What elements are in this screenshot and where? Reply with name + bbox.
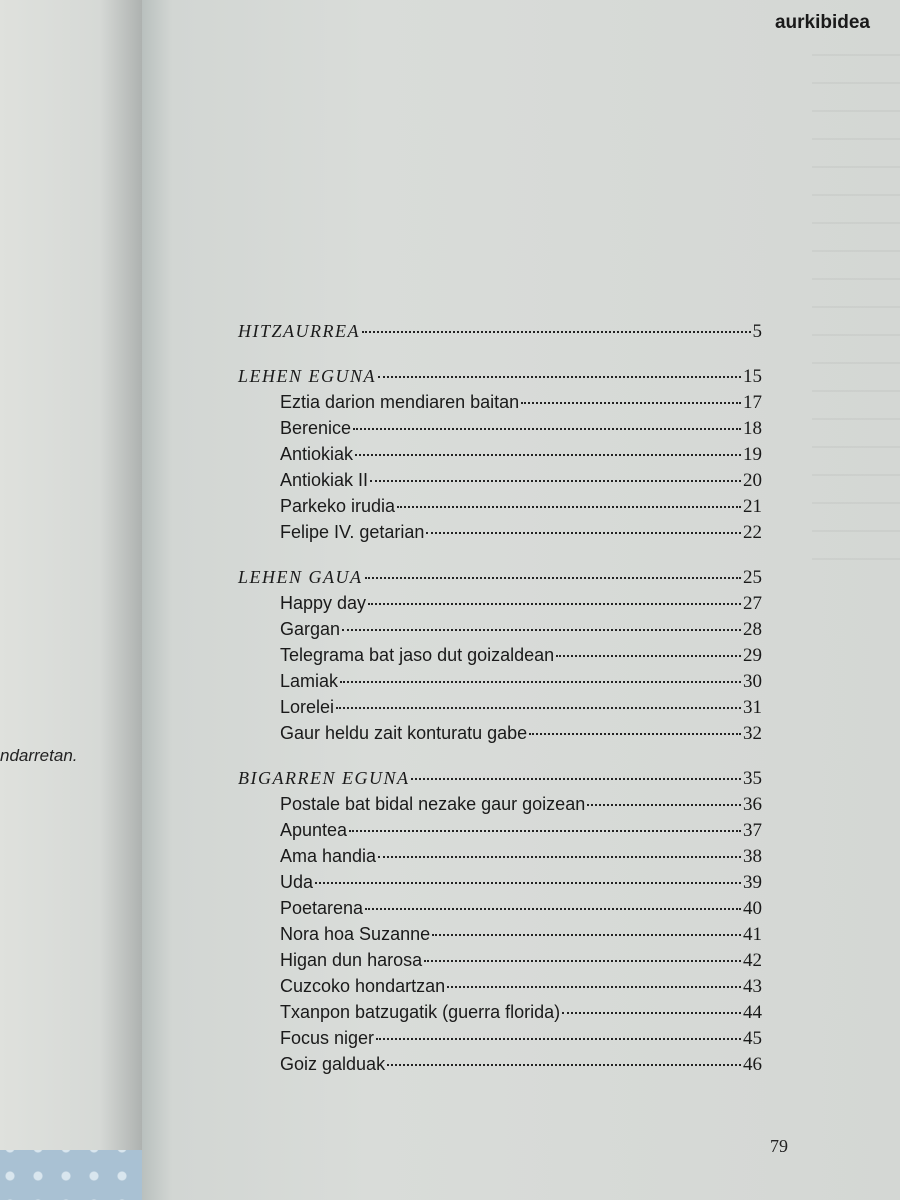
dot-leader xyxy=(315,882,741,884)
dot-leader xyxy=(432,934,741,936)
toc-entry xyxy=(238,1051,762,1077)
dot-leader xyxy=(370,480,741,482)
toc-entry-title: Parkeko irudia xyxy=(280,496,396,516)
dot-leader xyxy=(368,603,741,605)
toc-entry xyxy=(238,493,762,519)
toc-page-number: 27 xyxy=(743,593,762,614)
toc-section xyxy=(238,564,762,746)
toc-page-number: 32 xyxy=(743,723,762,744)
toc-page-number: 46 xyxy=(743,1054,762,1075)
toc-entry xyxy=(238,694,762,720)
toc-entry xyxy=(238,590,762,616)
toc-entry xyxy=(238,817,762,843)
left-facing-page xyxy=(0,0,142,1150)
dot-leader xyxy=(529,733,741,735)
toc-section-title: LEHEN EGUNA xyxy=(238,366,376,386)
toc-page-number: 21 xyxy=(743,496,762,517)
toc-entry xyxy=(238,791,762,817)
toc-page-number: 37 xyxy=(743,820,762,841)
toc-section-title: BIGARREN EGUNA xyxy=(238,768,410,788)
dot-leader xyxy=(376,1038,741,1040)
toc-entry xyxy=(238,642,762,668)
toc-entry xyxy=(238,616,762,642)
toc-page-number: 39 xyxy=(743,872,762,893)
toc-page-number: 30 xyxy=(743,671,762,692)
footer-page-number: 79 xyxy=(770,1136,788,1156)
toc-page-number: 36 xyxy=(743,794,762,815)
toc-entry xyxy=(238,720,762,746)
dot-leader xyxy=(397,506,741,508)
toc-entry xyxy=(238,415,762,441)
toc-entry-title: Cuzcoko hondartzan xyxy=(280,976,446,996)
dot-leader xyxy=(362,331,751,333)
toc-entry-title: Goiz galduak xyxy=(280,1054,386,1074)
toc-page-number: 45 xyxy=(743,1028,762,1049)
toc-entry xyxy=(238,668,762,694)
dot-leader xyxy=(340,681,741,683)
toc-entry-title: Uda xyxy=(280,872,314,892)
toc-page-number: 28 xyxy=(743,619,762,640)
dot-leader xyxy=(447,986,741,988)
toc-section-title: HITZAURREA xyxy=(238,321,360,341)
toc-page-number: 41 xyxy=(743,924,762,945)
toc-section xyxy=(238,318,762,344)
toc-entry-title: Antiokiak II xyxy=(280,470,369,490)
dot-leader xyxy=(353,428,741,430)
toc-page-number: 20 xyxy=(743,470,762,491)
toc-section xyxy=(238,765,762,1077)
toc-entry-title: Gaur heldu zait konturatu gabe xyxy=(280,723,528,743)
toc-page-number: 42 xyxy=(743,950,762,971)
toc-page-number: 19 xyxy=(743,444,762,465)
dot-leader xyxy=(355,454,741,456)
toc-entry xyxy=(238,389,762,415)
toc-section-title: LEHEN GAUA xyxy=(238,567,363,587)
show-through-text xyxy=(812,40,900,560)
toc-entry-title: Gargan xyxy=(280,619,341,639)
toc-entry xyxy=(238,999,762,1025)
toc-entry-title: Higan dun harosa xyxy=(280,950,423,970)
toc-entry xyxy=(238,467,762,493)
dot-leader xyxy=(365,908,741,910)
toc-page-number: 18 xyxy=(743,418,762,439)
dot-leader xyxy=(424,960,741,962)
toc-entry-title: Apuntea xyxy=(280,820,348,840)
left-page-text: ndarretan. xyxy=(0,746,78,765)
dot-leader xyxy=(521,402,741,404)
dot-leader xyxy=(342,629,741,631)
toc-entry xyxy=(238,519,762,545)
toc-entry-title: Nora hoa Suzanne xyxy=(280,924,431,944)
dot-leader xyxy=(336,707,741,709)
toc-entry-title: Telegrama bat jaso dut goizaldean xyxy=(280,645,555,665)
toc-entry-title: Focus niger xyxy=(280,1028,375,1048)
dot-leader xyxy=(411,778,741,780)
toc-entry-title: Postale bat bidal nezake gaur goizean xyxy=(280,794,586,814)
toc-entry xyxy=(238,895,762,921)
toc-entry-title: Lorelei xyxy=(280,697,335,717)
toc-entry xyxy=(238,441,762,467)
toc-section-heading xyxy=(238,564,762,590)
toc-entry xyxy=(238,947,762,973)
dot-leader xyxy=(378,856,741,858)
toc-entry-title: Lamiak xyxy=(280,671,339,691)
toc-page-number: 43 xyxy=(743,976,762,997)
toc-page-number: 25 xyxy=(743,567,762,588)
toc-page-number: 38 xyxy=(743,846,762,867)
table-of-contents xyxy=(238,318,762,1096)
toc-page-number: 5 xyxy=(752,321,762,342)
toc-entry xyxy=(238,843,762,869)
toc-entry-title: Poetarena xyxy=(280,898,364,918)
toc-entry xyxy=(238,973,762,999)
toc-entry-title: Antiokiak xyxy=(280,444,354,464)
dot-leader xyxy=(587,804,741,806)
toc-page-number: 15 xyxy=(743,366,762,387)
toc-entry-title: Felipe IV. getarian xyxy=(280,522,425,542)
toc-entry-title: Berenice xyxy=(280,418,352,438)
toc-section-heading xyxy=(238,765,762,791)
toc-page-number: 40 xyxy=(743,898,762,919)
dot-leader xyxy=(387,1064,741,1066)
toc-section-heading xyxy=(238,363,762,389)
toc-page-number: 22 xyxy=(743,522,762,543)
dot-leader xyxy=(365,577,742,579)
toc-page-number: 35 xyxy=(743,768,762,789)
toc-section xyxy=(238,363,762,545)
toc-page-number: 29 xyxy=(743,645,762,666)
toc-page-number: 17 xyxy=(743,392,762,413)
toc-entry-title: Ama handia xyxy=(280,846,377,866)
toc-entry-title: Happy day xyxy=(280,593,367,613)
dot-leader xyxy=(349,830,741,832)
toc-entry xyxy=(238,921,762,947)
toc-entry xyxy=(238,869,762,895)
toc-section-heading xyxy=(238,318,762,344)
page-header-title: aurkibidea xyxy=(774,12,870,33)
toc-page-number: 44 xyxy=(743,1002,762,1023)
dot-leader xyxy=(562,1012,741,1014)
toc-entry-title: Txanpon batzugatik (guerra florida) xyxy=(280,1002,561,1022)
toc-entry xyxy=(238,1025,762,1051)
dot-leader xyxy=(556,655,741,657)
toc-page-number: 31 xyxy=(743,697,762,718)
dot-leader xyxy=(378,376,741,378)
toc-entry-title: Eztia darion mendiaren baitan xyxy=(280,392,520,412)
dot-leader xyxy=(426,532,741,534)
